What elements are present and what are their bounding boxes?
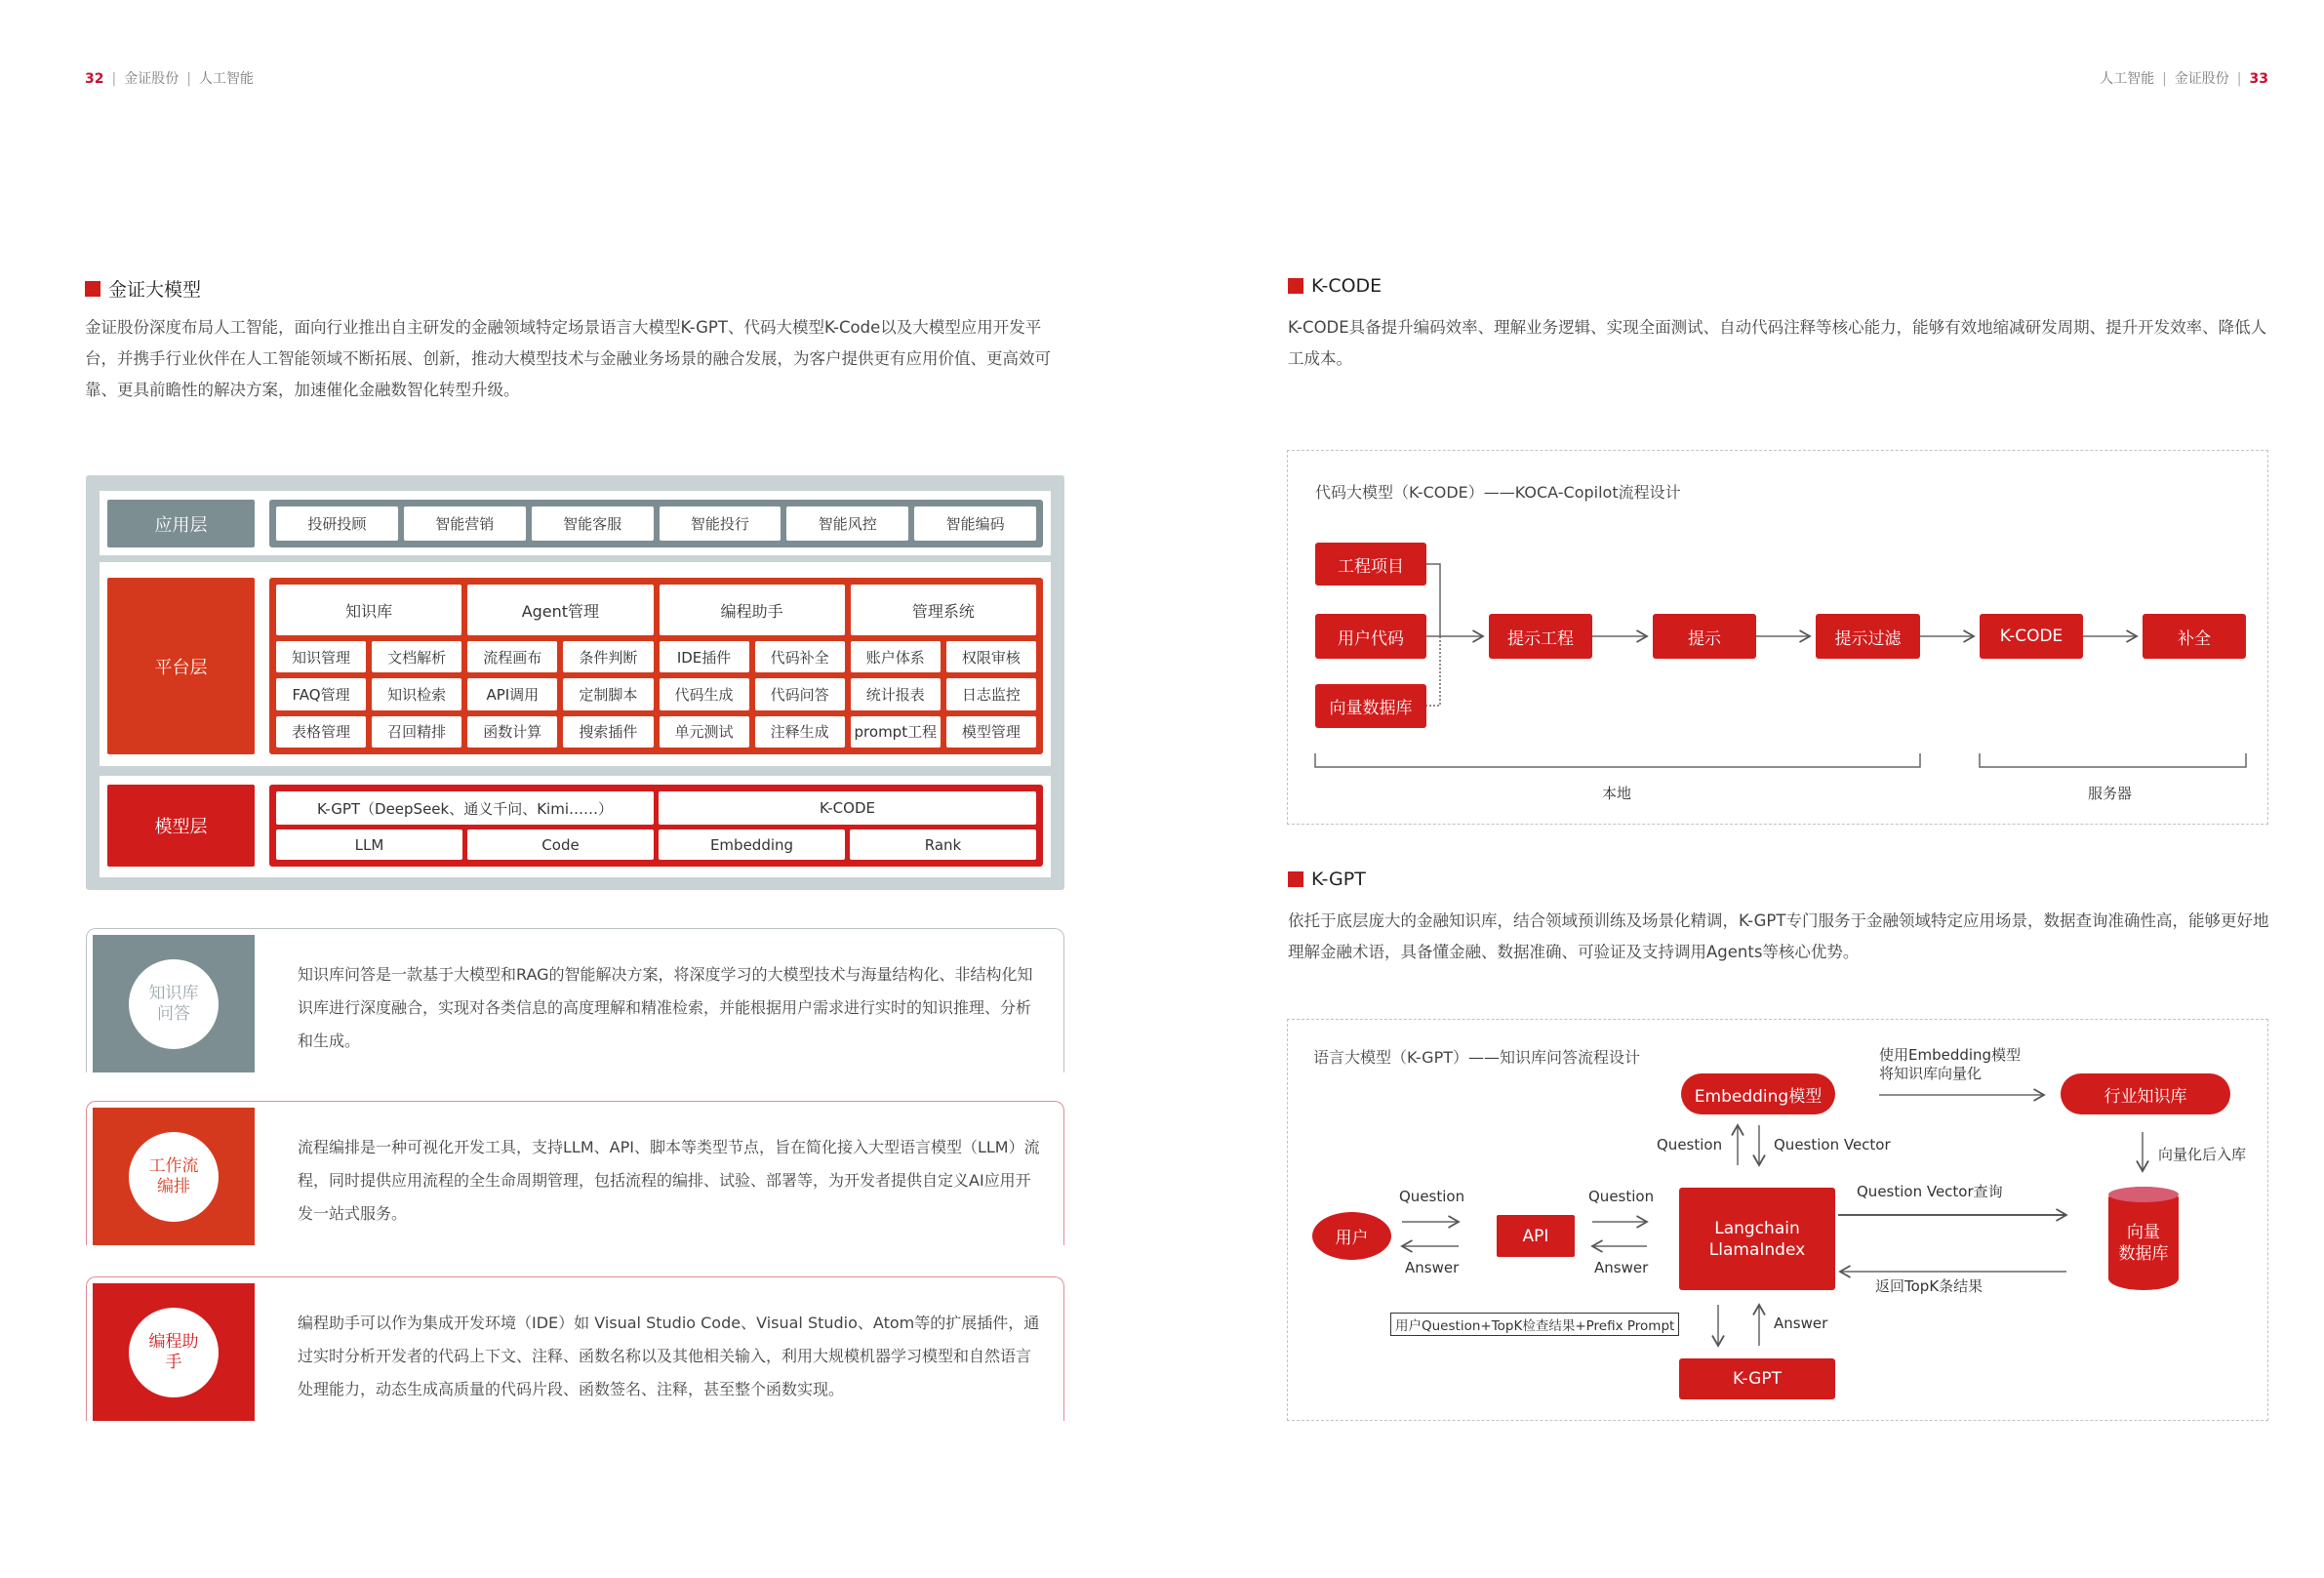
server-label: 服务器 — [2088, 785, 2133, 802]
platform-item: 日志监控 — [946, 678, 1036, 709]
platform-item: 知识检索 — [372, 678, 461, 709]
app-item: 智能风控 — [786, 506, 908, 541]
page-number: 32 — [85, 71, 104, 87]
vectorize-note: 向量化后入库 — [2158, 1146, 2247, 1163]
cylinder-top — [2108, 1187, 2179, 1202]
app-item: 智能投行 — [660, 506, 781, 541]
app-item: 智能客服 — [532, 506, 654, 541]
model-item: K-GPT（DeepSeek、通义千问、Kimi……） — [276, 791, 654, 825]
model-layer-label: 模型层 — [107, 785, 255, 867]
question-vector-label: Question Vector — [1774, 1136, 1891, 1153]
platform-item: IDE插件 — [660, 641, 749, 672]
note-line: 将知识库向量化 — [1879, 1065, 1983, 1082]
connector-dotted — [1426, 636, 1440, 706]
page-header-left: 32 | 金证股份 | 人工智能 — [85, 71, 254, 87]
model-item: LLM — [276, 829, 462, 860]
platform-item: 权限审核 — [946, 641, 1036, 672]
platform-item: prompt工程 — [851, 716, 941, 748]
platform-item: 表格管理 — [276, 716, 366, 748]
card-text: 知识库问答是一款基于大模型和RAG的智能解决方案，将深度学习的大模型技术与海量结构化、非结构化知识库进行深度融合，实现对各类信息的高度理解和精准检索，并能根据用户需求进行实时的知识推理、分析和生成。 — [298, 965, 1033, 1050]
question-label: Question — [1588, 1188, 1655, 1205]
intro-paragraph: 金证股份深度布局人工智能，面向行业推出自主研发的金融领域特定场景语言大模型K-GPT、代码大模型K-Code以及大模型应用开发平台，并携手行业伙伴在人工智能领域不断拓展、创新，推动大模型技术与金融业务场景的融合发展，为客户提供更有应用价值、更高效可靠、更具前瞻性的解决方案，加速催化金融数智化转型升级。 — [85, 318, 1051, 399]
app-layer-label: 应用层 — [107, 500, 255, 547]
platform-item: 模型管理 — [946, 716, 1036, 748]
model-item: Code — [467, 829, 654, 860]
platform-group-title: 管理系统 — [851, 585, 1036, 635]
node-line: 向量 — [2127, 1223, 2160, 1242]
model-item: K-CODE — [659, 791, 1036, 825]
local-label: 本地 — [1602, 785, 1632, 802]
step-completion: 补全 — [2143, 614, 2246, 659]
platform-item: 代码生成 — [660, 678, 749, 709]
note-line: 使用Embedding模型 — [1879, 1046, 2022, 1064]
node-line: LlamaIndex — [1708, 1239, 1806, 1260]
app-item: 投研投顾 — [276, 506, 398, 541]
step-prompt-filter: 提示过滤 — [1816, 614, 1920, 659]
card-badge: 编程助手 — [129, 1308, 219, 1397]
input-project: 工程项目 — [1315, 543, 1426, 586]
company-name: 金证股份 — [2174, 71, 2229, 87]
platform-item: 条件判断 — [563, 641, 653, 672]
platform-group-title: Agent管理 — [467, 585, 653, 635]
card-text: 编程助手可以作为集成开发环境（IDE）如 Visual Studio Code、Visual Studio、Atom等的扩展插件，通过实时分析开发者的代码上下文、注释、函数名称以及其他相关输入，利用大规模机器学习模型和自然语言处理能力，动态生成高质量的代码片段、函数签名、注释，甚至整个函数实现。 — [298, 1314, 1040, 1398]
card-badge: 工作流编排 — [129, 1132, 219, 1222]
platform-group-title: 编程助手 — [660, 585, 845, 635]
platform-item: 流程画布 — [467, 641, 557, 672]
answer-label: Answer — [1594, 1259, 1649, 1276]
model-item: Embedding — [659, 829, 845, 860]
langchain-node — [1679, 1188, 1835, 1290]
platform-item: 统计报表 — [851, 678, 941, 709]
answer-label: Answer — [1405, 1259, 1460, 1276]
answer-label: Answer — [1774, 1315, 1828, 1332]
question-label: Question — [1657, 1136, 1723, 1153]
input-user-code: 用户代码 — [1315, 614, 1426, 659]
industry-knowledge-base: 行业知识库 — [2061, 1073, 2230, 1114]
section-topic: 人工智能 — [198, 71, 254, 87]
kgpt-heading — [1288, 869, 1366, 890]
platform-item: 召回精排 — [372, 716, 461, 748]
page-number: 33 — [2249, 71, 2268, 87]
step-prompt-engineering: 提示工程 — [1489, 614, 1592, 659]
company-name: 金证股份 — [124, 71, 180, 87]
platform-item: 定制脚本 — [563, 678, 653, 709]
platform-item: FAQ管理 — [276, 678, 366, 709]
platform-group-title: 知识库 — [276, 585, 461, 635]
platform-item: 代码补全 — [755, 641, 845, 672]
section-topic: 人工智能 — [2100, 71, 2155, 87]
node-line: Langchain — [1714, 1218, 1800, 1238]
step-prompt: 提示 — [1653, 614, 1756, 659]
section-title: K-GPT — [1311, 869, 1366, 890]
qv-query-label: Question Vector查询 — [1857, 1183, 2003, 1200]
platform-item: 知识管理 — [276, 641, 366, 672]
platform-item: 账户体系 — [851, 641, 941, 672]
user-node: 用户 — [1312, 1212, 1391, 1260]
diagram-title: 代码大模型（K-CODE）——KOCA-Copilot流程设计 — [1315, 483, 1681, 502]
embedding-note — [1879, 1046, 2021, 1083]
topk-return-label: 返回TopK条结果 — [1875, 1277, 1983, 1295]
node-line: 数据库 — [2118, 1244, 2169, 1264]
platform-item: 注释生成 — [755, 716, 845, 748]
input-vector-db: 向量数据库 — [1315, 684, 1426, 728]
server-bracket — [1980, 753, 2246, 767]
card-text: 流程编排是一种可视化开发工具，支持LLM、API、脚本等类型节点，旨在简化接入大型语言模型（LLM）流程，同时提供应用流程的全生命周期管理，包括流程的编排、试验、部署等，为开发者提供自定义AI应用开发一站式服务。 — [298, 1138, 1040, 1223]
page-header-right: 人工智能 | 金证股份 | 33 — [2100, 71, 2268, 87]
platform-item: 单元测试 — [660, 716, 749, 748]
connector-line — [1426, 564, 1440, 636]
local-bracket — [1315, 753, 1920, 767]
api-node: API — [1497, 1215, 1575, 1257]
embedding-model: Embedding模型 — [1681, 1073, 1835, 1114]
app-item: 智能营销 — [404, 506, 526, 541]
platform-item: 代码问答 — [755, 678, 845, 709]
kgpt-paragraph: 依托于底层庞大的金融知识库，结合领域预训练及场景化精调，K-GPT专门服务于金融领域特定应用场景，数据查询准确性高，能够更好地理解金融术语，具备懂金融、数据准确、可验证及支持调用Agents等核心优势。 — [1288, 911, 2269, 961]
app-item: 智能编码 — [914, 506, 1036, 541]
section-title: 金证大模型 — [108, 279, 202, 301]
section-title: K-CODE — [1311, 275, 1382, 297]
kgpt-node: K-GPT — [1679, 1358, 1835, 1399]
platform-item: 函数计算 — [467, 716, 557, 748]
red-square-icon — [1288, 871, 1303, 887]
platform-item: 搜索插件 — [563, 716, 653, 748]
question-label: Question — [1399, 1188, 1465, 1205]
kcode-paragraph: K-CODE具备提升编码效率、理解业务逻辑、实现全面测试、自动代码注释等核心能力，能够有效地缩减研发周期、提升开发效率、降低人工成本。 — [1288, 318, 2267, 368]
step-kcode: K-CODE — [1980, 614, 2083, 659]
platform-item: 文档解析 — [372, 641, 461, 672]
platform-item: API调用 — [467, 678, 557, 709]
model-item: Rank — [850, 829, 1036, 860]
platform-layer-label: 平台层 — [107, 578, 255, 754]
diagram-title: 语言大模型（K-GPT）——知识库问答流程设计 — [1313, 1048, 1640, 1067]
prompt-composition-box: 用户Question+TopK检查结果+Prefix Prompt — [1390, 1313, 1679, 1336]
card-badge: 知识库问答 — [129, 959, 219, 1049]
